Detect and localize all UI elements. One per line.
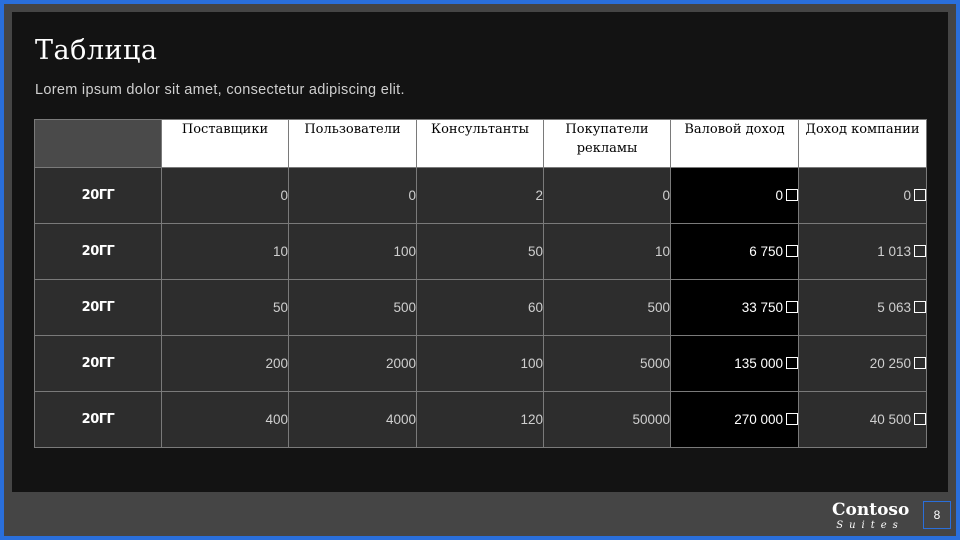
column-header: Валовой доход (671, 120, 799, 168)
data-table (34, 119, 927, 448)
table-cell: 60 (417, 280, 544, 336)
table-cell: 10 (544, 224, 671, 280)
table-cell: 0 (162, 168, 289, 224)
page-number: 8 (923, 501, 951, 529)
table-cell: 400 (162, 392, 289, 448)
placeholder-box-icon (786, 245, 798, 257)
row-label: 20ГГ (35, 168, 162, 224)
table-cell: 50000 (544, 392, 671, 448)
table-cell-net (799, 336, 927, 392)
logo-main-text: Contoso (832, 500, 910, 520)
table-cell: 120 (417, 392, 544, 448)
page-subtitle: Lorem ipsum dolor sit amet, consectetur adipiscing elit. (35, 82, 405, 98)
table-cell: 500 (544, 280, 671, 336)
logo-sub-text: Suites (836, 520, 904, 531)
table-cell: 50 (417, 224, 544, 280)
table-row (35, 336, 927, 392)
slide (4, 4, 956, 536)
placeholder-box-icon (786, 189, 798, 201)
cell-value: 270 000 (734, 412, 783, 427)
table-cell: 200 (162, 336, 289, 392)
cell-value: 0 (903, 188, 911, 203)
placeholder-box-icon (786, 413, 798, 425)
column-header: Консультанты (417, 120, 544, 168)
table-cell: 100 (289, 224, 417, 280)
table-cell-net (799, 168, 927, 224)
cell-value: 6 750 (749, 244, 783, 259)
cell-value: 135 000 (734, 356, 783, 371)
table-cell-gross (671, 392, 799, 448)
cell-value: 20 250 (869, 356, 911, 371)
cell-value: 5 063 (877, 300, 911, 315)
column-header: Доход компании (799, 120, 927, 168)
table-cell: 2 (417, 168, 544, 224)
cell-value: 33 750 (741, 300, 783, 315)
placeholder-box-icon (914, 413, 926, 425)
table-row (35, 168, 927, 224)
table-cell: 50 (162, 280, 289, 336)
table-row (35, 280, 927, 336)
column-header: Покупатели рекламы (544, 120, 671, 168)
cell-value: 40 500 (869, 412, 911, 427)
table-cell-gross (671, 168, 799, 224)
table-cell-gross (671, 280, 799, 336)
table-cell: 500 (289, 280, 417, 336)
column-header: Поставщики (162, 120, 289, 168)
content-panel (12, 12, 948, 492)
row-label: 20ГГ (35, 280, 162, 336)
table-cell: 4000 (289, 392, 417, 448)
column-header: Пользователи (289, 120, 417, 168)
placeholder-box-icon (914, 245, 926, 257)
placeholder-box-icon (914, 189, 926, 201)
table-cell-gross (671, 224, 799, 280)
table-cell: 0 (289, 168, 417, 224)
contoso-logo (832, 500, 908, 531)
table-cell-net (799, 280, 927, 336)
row-label: 20ГГ (35, 336, 162, 392)
table-row (35, 392, 927, 448)
row-label: 20ГГ (35, 392, 162, 448)
row-label: 20ГГ (35, 224, 162, 280)
page-title: Таблица (35, 35, 158, 66)
cell-value: 0 (775, 188, 783, 203)
table-cell: 0 (544, 168, 671, 224)
placeholder-box-icon (786, 301, 798, 313)
table-corner-cell (35, 120, 162, 168)
table-header-row (35, 120, 927, 168)
placeholder-box-icon (914, 301, 926, 313)
placeholder-box-icon (786, 357, 798, 369)
table-cell: 5000 (544, 336, 671, 392)
placeholder-box-icon (914, 357, 926, 369)
table-cell: 2000 (289, 336, 417, 392)
table-cell-net (799, 392, 927, 448)
table-cell-gross (671, 336, 799, 392)
table-cell-net (799, 224, 927, 280)
cell-value: 1 013 (877, 244, 911, 259)
table-row (35, 224, 927, 280)
table-cell: 10 (162, 224, 289, 280)
table-cell: 100 (417, 336, 544, 392)
